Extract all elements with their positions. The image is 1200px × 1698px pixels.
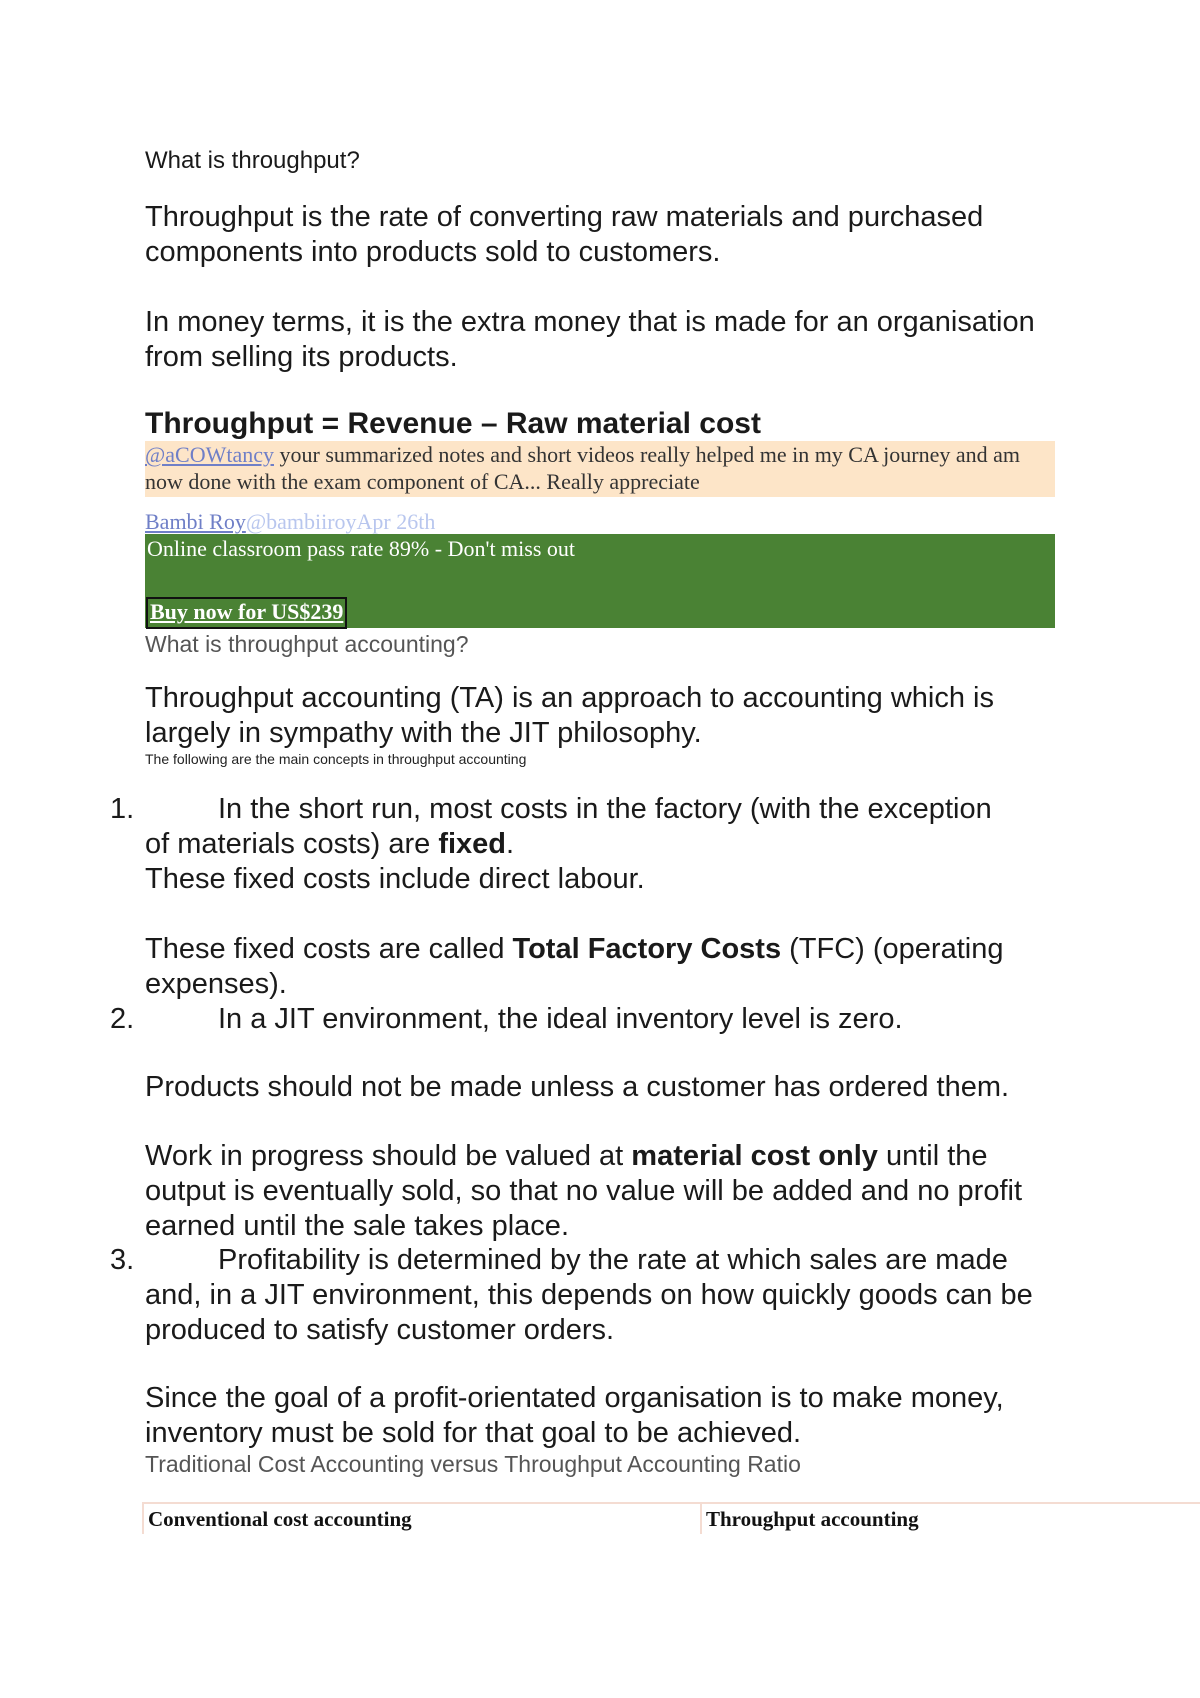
- throughput-formula: Throughput = Revenue – Raw material cost: [145, 407, 761, 440]
- testimonial-text: your summarized notes and short videos really helped me in my CA journey and am now done with the exam component of CA... Really appreciate: [145, 442, 1021, 494]
- throughput-definition: Throughput is the rate of converting raw materials and purchased components into products sold to customers.: [145, 201, 984, 268]
- list-item-3-line1: Profitability is determined by the rate at which sales are made: [218, 1244, 1008, 1276]
- testimonial-quote: [145, 441, 1055, 497]
- list-number-2: 2.: [110, 1003, 135, 1035]
- list-item-1-line1: In the short run, most costs in the factory (with the exception: [218, 793, 992, 825]
- list-number-3: 3.: [110, 1244, 135, 1276]
- testimonial-handle-link[interactable]: @aCOWtancy: [145, 442, 274, 467]
- author-handle[interactable]: @bambiiroy: [245, 509, 357, 534]
- list-item-3-para: Since the goal of a profit-orientated organisation is to make money, inventory must be sold for that goal to be achieved.: [145, 1382, 1004, 1449]
- throughput-heading: What is throughput?: [145, 147, 360, 174]
- list-item-1-para: [145, 932, 1055, 1002]
- list-item-1-para-bold: Total Factory Costs: [512, 933, 782, 965]
- table-header-conventional: Conventional cost accounting: [142, 1504, 700, 1534]
- promo-banner: [145, 534, 1055, 628]
- throughput-accounting-heading: What is throughput accounting?: [145, 631, 469, 657]
- list-number-1: 1.: [110, 793, 135, 825]
- throughput-money-terms: In money terms, it is the extra money that is made for an organisation from selling its products.: [145, 306, 1035, 373]
- list-item-2-line1: In a JIT environment, the ideal inventory level is zero.: [218, 1003, 903, 1035]
- list-item-2-para1: Products should not be made unless a customer has ordered them.: [145, 1071, 1010, 1103]
- comparison-heading: Traditional Cost Accounting versus Throughput Accounting Ratio: [145, 1451, 801, 1477]
- table-header-throughput: Throughput accounting: [700, 1504, 1196, 1534]
- list-item-1-line3: These fixed costs include direct labour.: [145, 863, 645, 895]
- list-item-1-line2-text: of materials costs) are: [145, 828, 439, 860]
- comparison-table-header: [142, 1502, 1200, 1534]
- concepts-intro-note: The following are the main concepts in throughput accounting: [145, 751, 527, 767]
- list-item-2-para2-end: until the output is eventually sold, so that no value will be added and no profit earned until the sale takes place.: [145, 1140, 1023, 1242]
- promo-text: Online classroom pass rate 89% - Don't miss out: [147, 536, 576, 561]
- list-item-1-para-text: These fixed costs are called: [145, 933, 513, 965]
- list-item-1-para-end: (TFC) (operating expenses).: [145, 933, 1004, 1000]
- throughput-accounting-definition: Throughput accounting (TA) is an approach to accounting which is largely in sympathy with the JIT philosophy.: [145, 682, 995, 749]
- testimonial-date: Apr 26th: [356, 509, 436, 534]
- list-item-1-line2: [145, 827, 514, 862]
- list-item-2-para2: [145, 1139, 1055, 1244]
- buy-now-button[interactable]: Buy now for US$239: [146, 597, 347, 629]
- list-item-2-para2-text: Work in progress should be valued at: [145, 1140, 632, 1172]
- list-item-2-bold: material cost only: [631, 1140, 878, 1172]
- author-name-link[interactable]: Bambi Roy: [145, 509, 246, 534]
- list-item-1-line2-end: .: [506, 828, 515, 860]
- testimonial-author: [145, 508, 435, 536]
- list-item-3-rest: and, in a JIT environment, this depends on how quickly goods can be produced to satisfy customer orders.: [145, 1279, 1033, 1346]
- list-item-1-bold: fixed: [438, 828, 507, 860]
